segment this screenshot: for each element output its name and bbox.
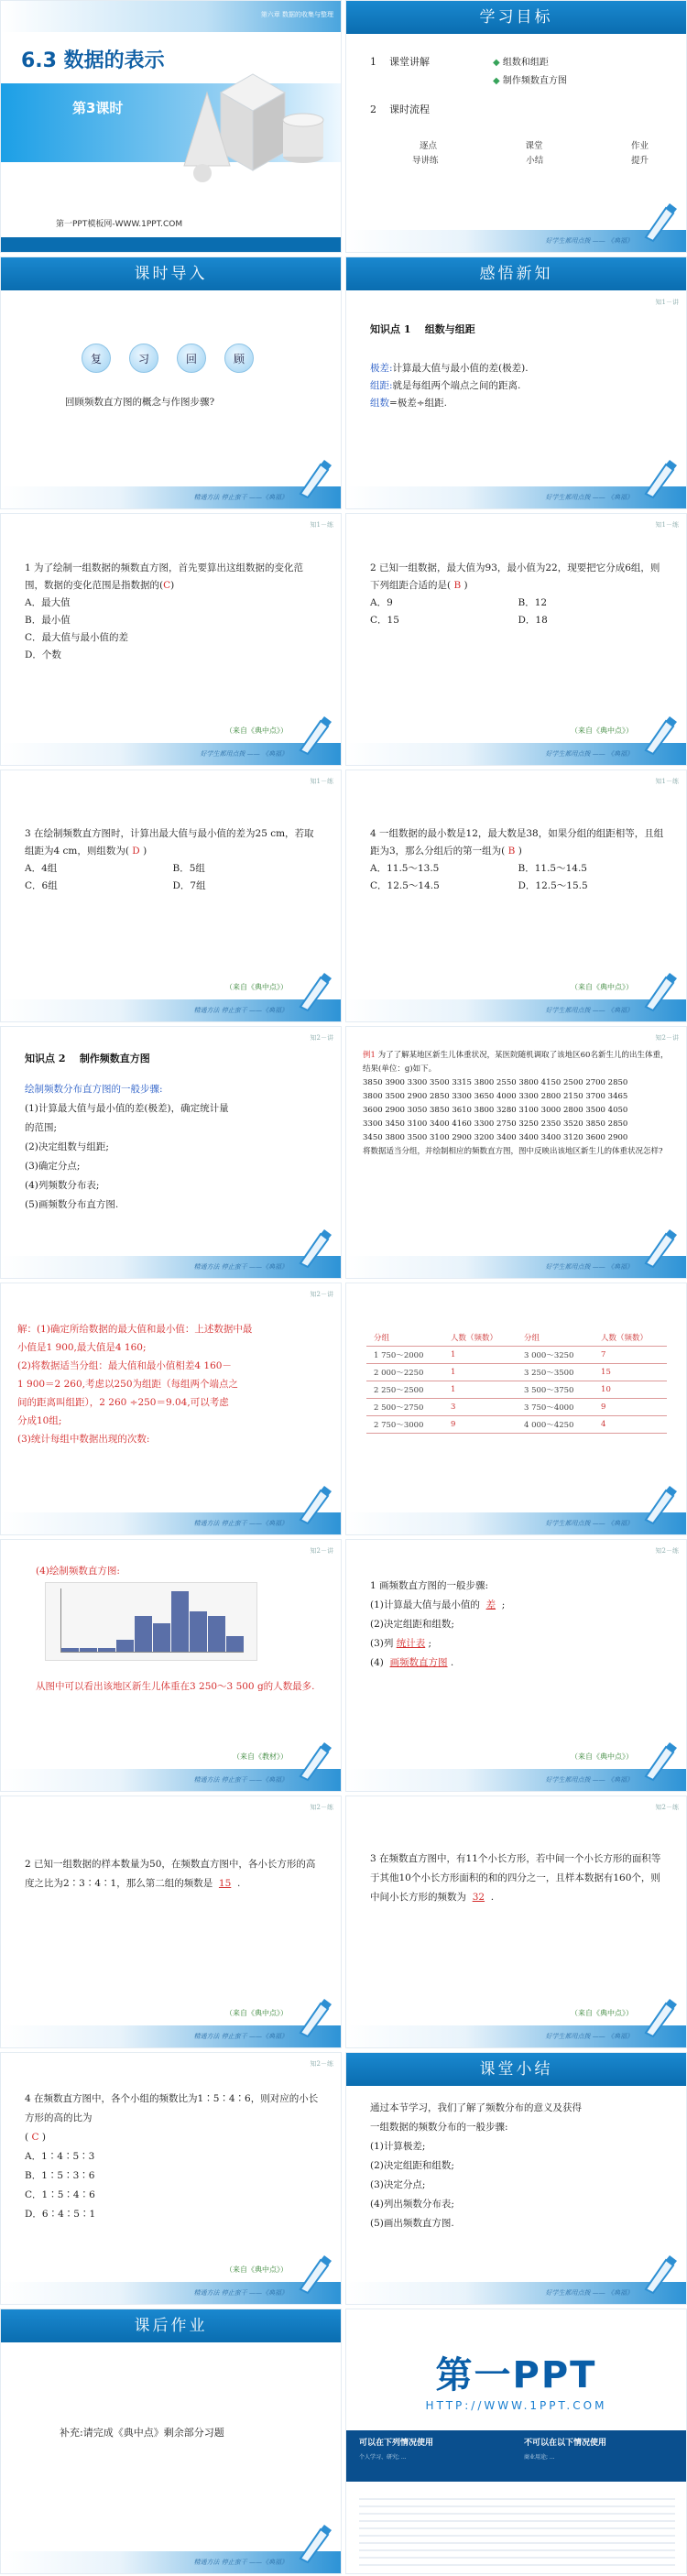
flow-item-1: 逐点 (420, 141, 438, 151)
question-text: 4 一组数据的最小数是12，最大数是38，如果分组的组距相等，且组距为3，那么分组后的第一组为( (370, 828, 664, 857)
slide-summary[interactable] (345, 2052, 687, 2305)
practice-step-1-text: (1)计算最大值与最小值的 (370, 1599, 480, 1610)
histogram-bar (61, 1648, 79, 1652)
footer-text: 好学生都用点拨 —— 《典福》 (545, 494, 633, 501)
exercise-question (25, 825, 321, 895)
corner-label: 知2－讲 (310, 1547, 333, 1555)
pen-icon (293, 714, 335, 756)
pen-icon (638, 970, 681, 1012)
pen-icon (293, 2522, 335, 2564)
ad-info-band (346, 2430, 686, 2482)
question-text: 3 在频数直方图中，有11个小长方形，若中间一个小长方形的面积等于其他10个小长方形面积的和的四分之一，且样本数据有160个，则中间小长方形的频数为 (370, 1853, 661, 1903)
option-c: C．12.5～14.5 (370, 880, 440, 891)
summary-line-4: (2)决定组距和组数; (370, 2160, 454, 2171)
slide-new-knowledge[interactable] (345, 257, 687, 509)
corner-label: 知2－练 (655, 1804, 679, 1811)
summary-content (370, 2099, 666, 2233)
slide-footer (1, 1512, 341, 1534)
table-cell: 9 (443, 1416, 517, 1434)
corner-label: 知2－练 (310, 1804, 333, 1811)
exercise-question: 1 为了绘制一组数据的频数直方图，首先要算出这组数据的变化范围，数据的变化范围是指数据的(C) A．最大值 B．最小值 C．最大值与最小值的差 D．个数 (25, 560, 321, 664)
step-2: (2)决定组数与组距; (25, 1141, 109, 1152)
table-cell: 9 (594, 1399, 667, 1416)
slide-header: 课后作业 (1, 2309, 341, 2342)
pen-icon (638, 714, 681, 756)
step-5: (5)画频数分布直方图. (25, 1199, 119, 1210)
question-end: ) (518, 846, 522, 857)
flow-item-5: 小结 (526, 156, 544, 166)
ad-logo: 第一PPT (435, 2354, 597, 2396)
summary-line-1: 通过本节学习，我们了解了频数分布的意义及获得 (370, 2102, 582, 2113)
table-cell: 1 750～2000 (366, 1347, 443, 1364)
group-count-def (370, 395, 666, 412)
footer-text: 精通方法 停止蛮干 ——《典福》 (193, 2033, 288, 2040)
slide-footer (346, 1769, 686, 1791)
footer-text: 精通方法 停止蛮干 ——《典福》 (193, 1776, 288, 1784)
table-row (366, 1347, 667, 1364)
table-cell: 10 (594, 1381, 667, 1399)
slide-footer (1, 2551, 341, 2573)
interval-def (370, 377, 666, 395)
practice-title: 1 画频数直方图的一般步骤: (370, 1580, 489, 1591)
histogram-frame (45, 1582, 257, 1661)
slide-footer (1, 743, 341, 765)
step-1: (1)计算最大值与最小值的差(极差)，确定统计量 (25, 1103, 229, 1114)
practice-step-2: (2)决定组距和组数; (370, 1619, 454, 1630)
diamond-icon: ◆ (493, 58, 500, 68)
goal-bullet-2 (493, 72, 567, 91)
option-d: D．7组 (172, 880, 206, 891)
table-header: 分组 (517, 1329, 594, 1347)
practice-step-1: (1)计算最大值与最小值的 差 ; (370, 1599, 506, 1610)
footer-text: 好学生都用点拨 —— 《典福》 (545, 1263, 633, 1271)
step-4: (4)列频数分布表; (25, 1180, 100, 1191)
practice-content (370, 1577, 666, 1673)
solution-line-3: (2)将数据适当分组：最大值和最小值相差4 160－ (17, 1360, 232, 1371)
slide-exercise-1[interactable] (0, 513, 342, 766)
summary-line-5: (3)决定分点; (370, 2179, 426, 2190)
kp-label: 知识点 2 (25, 1053, 66, 1064)
slide-footer (346, 2025, 686, 2047)
table-cell: 3 250～3500 (517, 1364, 594, 1381)
table-header: 人数（频数） (443, 1329, 517, 1347)
slide-practice-4[interactable] (0, 2052, 342, 2305)
table-row (366, 1399, 667, 1416)
goal-bullets (493, 54, 567, 91)
pen-icon (293, 2253, 335, 2295)
practice-question (25, 2090, 321, 2224)
answer-text: B (453, 580, 462, 591)
steps-intro: 绘制频数分布直方图的一般步骤: (25, 1084, 163, 1095)
goal-bullet-1-text: 组数和组距 (502, 58, 549, 68)
knowledge-point-title (25, 1051, 150, 1065)
geometric-solids-picture (166, 56, 331, 184)
pen-icon (638, 201, 681, 243)
slide-title-text: 6.3 数据的表示 (21, 49, 165, 72)
data-row-1: 3850 3900 3300 3500 3315 3800 2550 3800 4150 2500 2700 2850 (363, 1078, 628, 1087)
practice-question: 3 在频数直方图中，有11个小长方形，若中间一个小长方形的面积等于其他10个小长方形面积的和的四分之一，且样本数据有160个，则中间小长方形的频数为 32 . (370, 1853, 661, 1903)
slide-footer (346, 1512, 686, 1534)
table-cell: 4 (594, 1416, 667, 1434)
slide-title[interactable] (0, 0, 342, 253)
source-tag: （来自《教材》） (233, 1752, 288, 1761)
footer-text: 好学生都用点拨 —— 《典福》 (545, 1520, 633, 1527)
option-b: B．1∶5∶3∶6 (25, 2170, 95, 2181)
footer-text: 精通方法 停止蛮干 ——《典福》 (193, 494, 288, 501)
steps-list (25, 1080, 321, 1215)
footer-text: 精通方法 停止蛮干 ——《典福》 (193, 1263, 288, 1271)
slide-footer (346, 230, 686, 252)
example-label: 例1 (363, 1051, 376, 1060)
pen-icon (293, 1227, 335, 1269)
answer-line: ( C ) (25, 2132, 46, 2143)
source-tag: （来自《典中点》） (571, 726, 633, 735)
corner-label: 知1－练 (310, 521, 333, 529)
table-cell: 2 500～2750 (366, 1399, 443, 1416)
goal-2 (370, 102, 430, 116)
answer-text: C (31, 2132, 39, 2143)
data-row-5: 3450 3800 3500 3100 2900 3200 3400 3400 3400 3120 3600 2900 (363, 1133, 628, 1142)
question-text: 3 在绘制频数直方图时，计算出最大值与最小值的差为25 cm，若取组距为4 cm，则组数为( (25, 828, 314, 857)
corner-label: 知2－讲 (310, 1291, 333, 1298)
question-end: ) (143, 846, 147, 857)
footer-text: 精通方法 停止蛮干 ——《典福》 (193, 2559, 288, 2566)
table-cell: 2 750～3000 (366, 1416, 443, 1434)
histogram-bar (153, 1623, 170, 1652)
site-label: 第一PPT模板网-WWW.1PPT.COM (56, 220, 183, 229)
summary-line-3: (1)计算极差; (370, 2141, 426, 2152)
slide-practice-1[interactable] (345, 1539, 687, 1792)
table-cell: 2 000～2250 (366, 1364, 443, 1381)
table-header: 分组 (366, 1329, 443, 1347)
goal-1-label: 课堂讲解 (389, 56, 430, 68)
option-b: B．最小值 (25, 615, 71, 626)
table-cell: 3 500～3750 (517, 1381, 594, 1399)
table-row (366, 1381, 667, 1399)
slide-knowledge-point-2[interactable] (0, 1026, 342, 1279)
option-b: B．5组 (172, 863, 205, 874)
slide-footer (1, 999, 341, 1021)
corner-label: 知2－练 (655, 1547, 679, 1555)
answer-text: 15 (218, 1878, 232, 1889)
slide-footer (346, 999, 686, 1021)
histogram-plot-area (60, 1588, 244, 1653)
interval-term: 组距: (370, 380, 393, 391)
slide-exercise-4[interactable] (345, 770, 687, 1022)
question-end: ) (463, 580, 468, 591)
summary-line-6: (4)列出频数分布表; (370, 2199, 454, 2210)
pen-icon (293, 1740, 335, 1782)
histogram-bar (80, 1648, 97, 1652)
corner-label: 知1－讲 (655, 299, 679, 306)
corner-label: 知2－练 (310, 2060, 333, 2068)
answer-text: 32 (472, 1892, 485, 1903)
source-tag: （来自《典中点》） (225, 983, 288, 991)
practice-step-4: (4) 画频数直方图 . (370, 1657, 454, 1668)
ad-left-head: 可以在下列情况使用 (359, 2439, 434, 2448)
slide-frequency-table[interactable] (345, 1283, 687, 1535)
option-c: C．15 (370, 615, 399, 626)
review-circle-2: 习 (129, 344, 158, 373)
slide-homework[interactable] (0, 2309, 342, 2574)
practice-step-1-answer: 差 (485, 1599, 496, 1610)
slide-footer (346, 486, 686, 508)
table-cell: 15 (594, 1364, 667, 1381)
pen-icon (293, 970, 335, 1012)
pen-icon (293, 1996, 335, 2038)
flow-item-2: 课堂 (525, 141, 543, 151)
slide-header: 课时导入 (1, 257, 341, 290)
slide-header: 学习目标 (346, 1, 686, 34)
footer-text: 精通方法 停止蛮干 ——《典福》 (193, 1007, 288, 1014)
slide-footer (1, 2282, 341, 2304)
source-tag: （来自《典中点》） (571, 983, 633, 991)
kp-content (370, 360, 666, 412)
practice-step-3-text: (3)列 (370, 1638, 394, 1649)
footer-text: 好学生都用点拨 —— 《典福》 (545, 2033, 633, 2040)
kp-label: 知识点 1 (370, 323, 411, 335)
slide-footer (1, 2025, 341, 2047)
histogram-bar (208, 1616, 225, 1652)
corner-label: 知1－练 (310, 778, 333, 785)
flow-item-3: 作业 (630, 141, 649, 151)
flow-row-2 (412, 153, 649, 166)
solution-line-6: 分成10组; (17, 1415, 62, 1426)
example-tail: 将数据适当分组，并绘制相应的频数直方图，图中反映出该地区新生儿的体重状况怎样? (363, 1147, 663, 1156)
table-cell: 1 (443, 1381, 517, 1399)
slide-exercise-3[interactable] (0, 770, 342, 1022)
slide-1ppt-ad[interactable] (345, 2309, 687, 2574)
frequency-table (366, 1329, 667, 1434)
review-circle-1: 复 (82, 344, 111, 373)
corner-label: 知2－讲 (655, 1034, 679, 1042)
slide-header: 课堂小结 (346, 2053, 686, 2086)
table-cell: 3 (443, 1399, 517, 1416)
pen-icon (638, 1483, 681, 1525)
group-count-term: 组数 (370, 398, 389, 409)
option-b: B．12 (518, 597, 548, 608)
histogram-bar (190, 1611, 207, 1652)
table-cell: 1 (443, 1364, 517, 1381)
goal-1-num: 1 (370, 56, 376, 68)
option-c: C．6组 (25, 880, 58, 891)
footer-text: 好学生都用点拨 —— 《典福》 (545, 1776, 633, 1784)
options-grid (370, 860, 666, 895)
kp-title: 组数与组距 (424, 323, 475, 335)
range-text: 计算最大值与最小值的差(极差). (392, 363, 529, 374)
practice-question: 2 已知一组数据的样本数量为50，在频数直方图中，各小长方形的高度之比为2∶3∶4∶1，那么第二组的频数是 15 . (25, 1859, 316, 1889)
interval-text: 就是每组两个端点之间的距离. (392, 380, 521, 391)
flow-item-6: 提升 (630, 156, 649, 166)
slide-footer (346, 2282, 686, 2304)
pen-icon (638, 1996, 681, 2038)
footer-text: 好学生都用点拨 —— 《典福》 (545, 1007, 633, 1014)
goal-2-label: 课时流程 (389, 104, 430, 115)
step-3: (3)确定分点; (25, 1161, 81, 1172)
source-tag: （来自《典中点》） (571, 2009, 633, 2017)
review-circle-3: 回 (177, 344, 206, 373)
option-a: A．11.5～13.5 (370, 863, 440, 874)
kp-title: 制作频数直方图 (79, 1053, 150, 1064)
flow-item-4: 导讲练 (412, 156, 439, 166)
table-cell: 7 (594, 1347, 667, 1364)
options-grid (25, 860, 321, 895)
slide-lesson-intro[interactable] (0, 257, 342, 509)
review-circle-4: 顾 (224, 344, 254, 373)
lesson-label: 第3课时 (72, 100, 124, 116)
slide-solution[interactable] (0, 1283, 342, 1535)
solution-line-5: 间的距离叫组距），2 260 ÷250＝9.04,可以考虑 (17, 1397, 229, 1408)
option-d: D．18 (518, 615, 548, 626)
homework-text: 补充:请完成《典中点》剩余部分习题 (60, 2427, 224, 2439)
knowledge-point-title (370, 322, 475, 336)
option-a: A．最大值 (25, 597, 71, 608)
histogram-bar (171, 1591, 189, 1652)
ad-url[interactable]: HTTP://WWW.1PPT.COM (425, 2399, 607, 2412)
slide-practice-3[interactable] (345, 1796, 687, 2048)
pen-icon (293, 457, 335, 499)
histogram-bar (116, 1640, 134, 1652)
option-d: D．个数 (25, 649, 61, 660)
example-text: 为了了解某地区新生儿体重状况，某医院随机调取了该地区60名新生儿的出生体重，结果(单位：g)如下。 (363, 1051, 669, 1074)
goal-1 (370, 54, 430, 69)
data-row-4: 3300 3450 3100 3400 4160 3300 2750 3250 2350 3520 3850 2850 (363, 1119, 628, 1129)
histogram-bar (226, 1636, 244, 1653)
option-a: A．9 (370, 597, 393, 608)
table-cell: 3 000～3250 (517, 1347, 594, 1364)
solution-content (17, 1320, 321, 1448)
histogram-heading: (4)绘制频数直方图: (36, 1566, 120, 1577)
slide-footer (346, 1256, 686, 1278)
table-cell: 1 (443, 1347, 517, 1364)
corner-label: 知2－讲 (310, 1034, 333, 1042)
exercise-question (370, 825, 666, 895)
slide-footer (1, 1769, 341, 1791)
summary-line-2: 一组数据的频数分布的一般步骤: (370, 2122, 508, 2133)
answer-text: C (163, 580, 171, 591)
step-1-cont: 的范围; (25, 1122, 58, 1133)
slide-footer (1, 486, 341, 508)
corner-label: 知1－练 (655, 521, 679, 529)
option-a: A．4组 (25, 863, 58, 874)
table-cell: 4 000～4250 (517, 1416, 594, 1434)
options-grid (370, 595, 666, 629)
footer-text: 好学生都用点拨 —— 《典福》 (200, 750, 288, 758)
title-bottom-bar (1, 237, 341, 252)
flow-row-1 (420, 138, 649, 151)
footer-text: 好学生都用点拨 —— 《典福》 (545, 237, 633, 245)
solution-line-2: 小值是1 900,最大值是4 160; (17, 1342, 147, 1353)
data-row-2: 3800 3500 2900 2850 3300 3650 4000 3300 2800 2150 3700 3465 (363, 1092, 628, 1101)
slide-histogram[interactable] (0, 1539, 342, 1792)
solution-line-1: 解：(1)确定所给数据的最大值和最小值：上述数据中最 (17, 1324, 253, 1335)
practice-step-3-answer: 统计表 (396, 1638, 426, 1649)
footer-text: 精通方法 停止蛮干 ——《典福》 (193, 1520, 288, 1527)
histogram-bar (135, 1616, 152, 1652)
solution-line-7: (3)统计每组中数据出现的次数: (17, 1434, 150, 1445)
question-text: 2 已知一组数据的样本数量为50，在频数直方图中，各小长方形的高度之比为2∶3∶4∶1，那么第二组的频数是 (25, 1859, 316, 1889)
ad-right-head: 不可以在以下情况使用 (524, 2439, 607, 2448)
goal-bullet-2-text: 制作频数直方图 (502, 76, 567, 86)
group-count-text: =极差÷组距. (389, 398, 447, 409)
summary-line-7: (5)画出频数直方图. (370, 2218, 454, 2229)
table-header: 人数（频数） (594, 1329, 667, 1347)
option-a: A．1∶4∶5∶3 (25, 2151, 95, 2162)
source-tag: （来自《典中点》） (571, 1752, 633, 1761)
slide-practice-2[interactable] (0, 1796, 342, 2048)
histogram-conclusion: 从图中可以看出该地区新生儿体重在3 250～3 500 g的人数最多. (36, 1681, 315, 1692)
answer-text: D (132, 846, 140, 857)
answer-text: B (507, 846, 516, 857)
range-def (370, 360, 666, 377)
source-tag: （来自《典中点》） (225, 2265, 288, 2274)
practice-step-4-text: (4) (370, 1657, 384, 1668)
table-row (366, 1364, 667, 1381)
ad-links (359, 2493, 675, 2566)
footer-text: 好学生都用点拨 —— 《典福》 (545, 2289, 633, 2297)
question-text: 4 在频数直方图中，各个小组的频数比为1∶5∶4∶6，则对应的小长方形的高的比为 (25, 2093, 319, 2123)
review-question: 回顾频数直方图的概念与作图步骤? (65, 397, 215, 408)
option-c: C．1∶5∶4∶6 (25, 2189, 95, 2200)
slide-learning-goals[interactable] (345, 0, 687, 253)
pen-icon (293, 1483, 335, 1525)
goal-2-num: 2 (370, 104, 376, 115)
ad-right-sub: 商业用途; ... (524, 2454, 555, 2461)
pen-icon (638, 457, 681, 499)
footer-text: 精通方法 停止蛮干 ——《典福》 (193, 2289, 288, 2297)
pen-icon (638, 1227, 681, 1269)
table-header-row (366, 1329, 667, 1347)
exercise-question (370, 560, 666, 629)
option-c: C．最大值与最小值的差 (25, 632, 129, 643)
table-row (366, 1416, 667, 1434)
footer-text: 好学生都用点拨 —— 《典福》 (545, 750, 633, 758)
slide-footer (346, 743, 686, 765)
data-row-3: 3600 2900 3050 3850 3610 3800 3280 3100 3000 2800 3500 4050 (363, 1106, 628, 1115)
practice-step-3: (3)列 统计表 ; (370, 1638, 432, 1649)
pen-icon (638, 2253, 681, 2295)
ad-left-sub: 个人学习、研究; ... (359, 2454, 407, 2461)
table-cell: 3 750～4000 (517, 1399, 594, 1416)
source-tag: （来自《典中点》） (225, 726, 288, 735)
solution-line-4: 1 900＝2 260,考虑以250为组距（每组两个端点之 (17, 1379, 238, 1390)
question-text: 2 已知一组数据，最大值为93，最小值为22，现要把它分成6组，则下列组距合适的是( (370, 562, 660, 591)
slide-example-1[interactable] (345, 1026, 687, 1279)
slide-exercise-2[interactable] (345, 513, 687, 766)
source-tag: （来自《典中点》） (225, 2009, 288, 2017)
option-b: B．11.5～14.5 (518, 863, 587, 874)
histogram-bar (98, 1648, 115, 1652)
slide-header: 感悟新知 (346, 257, 686, 290)
option-d: D．6∶4∶5∶1 (25, 2209, 96, 2220)
pen-icon (638, 1740, 681, 1782)
goal-bullet-1 (493, 54, 567, 72)
table-cell: 2 250～2500 (366, 1381, 443, 1399)
diamond-icon: ◆ (493, 76, 500, 86)
chapter-label: 第六章 数据的收集与整理 (260, 11, 333, 18)
question-text: 1 为了绘制一组数据的频数直方图，首先要算出这组数据的变化范围，数据的变化范围是指数据的 (25, 562, 304, 591)
corner-label: 知1－练 (655, 778, 679, 785)
option-d: D．12.5～15.5 (518, 880, 588, 891)
slide-footer (1, 1256, 341, 1278)
range-term: 极差: (370, 363, 393, 374)
practice-step-4-answer: 画频数直方图 (389, 1657, 448, 1668)
example-content (363, 1049, 673, 1159)
